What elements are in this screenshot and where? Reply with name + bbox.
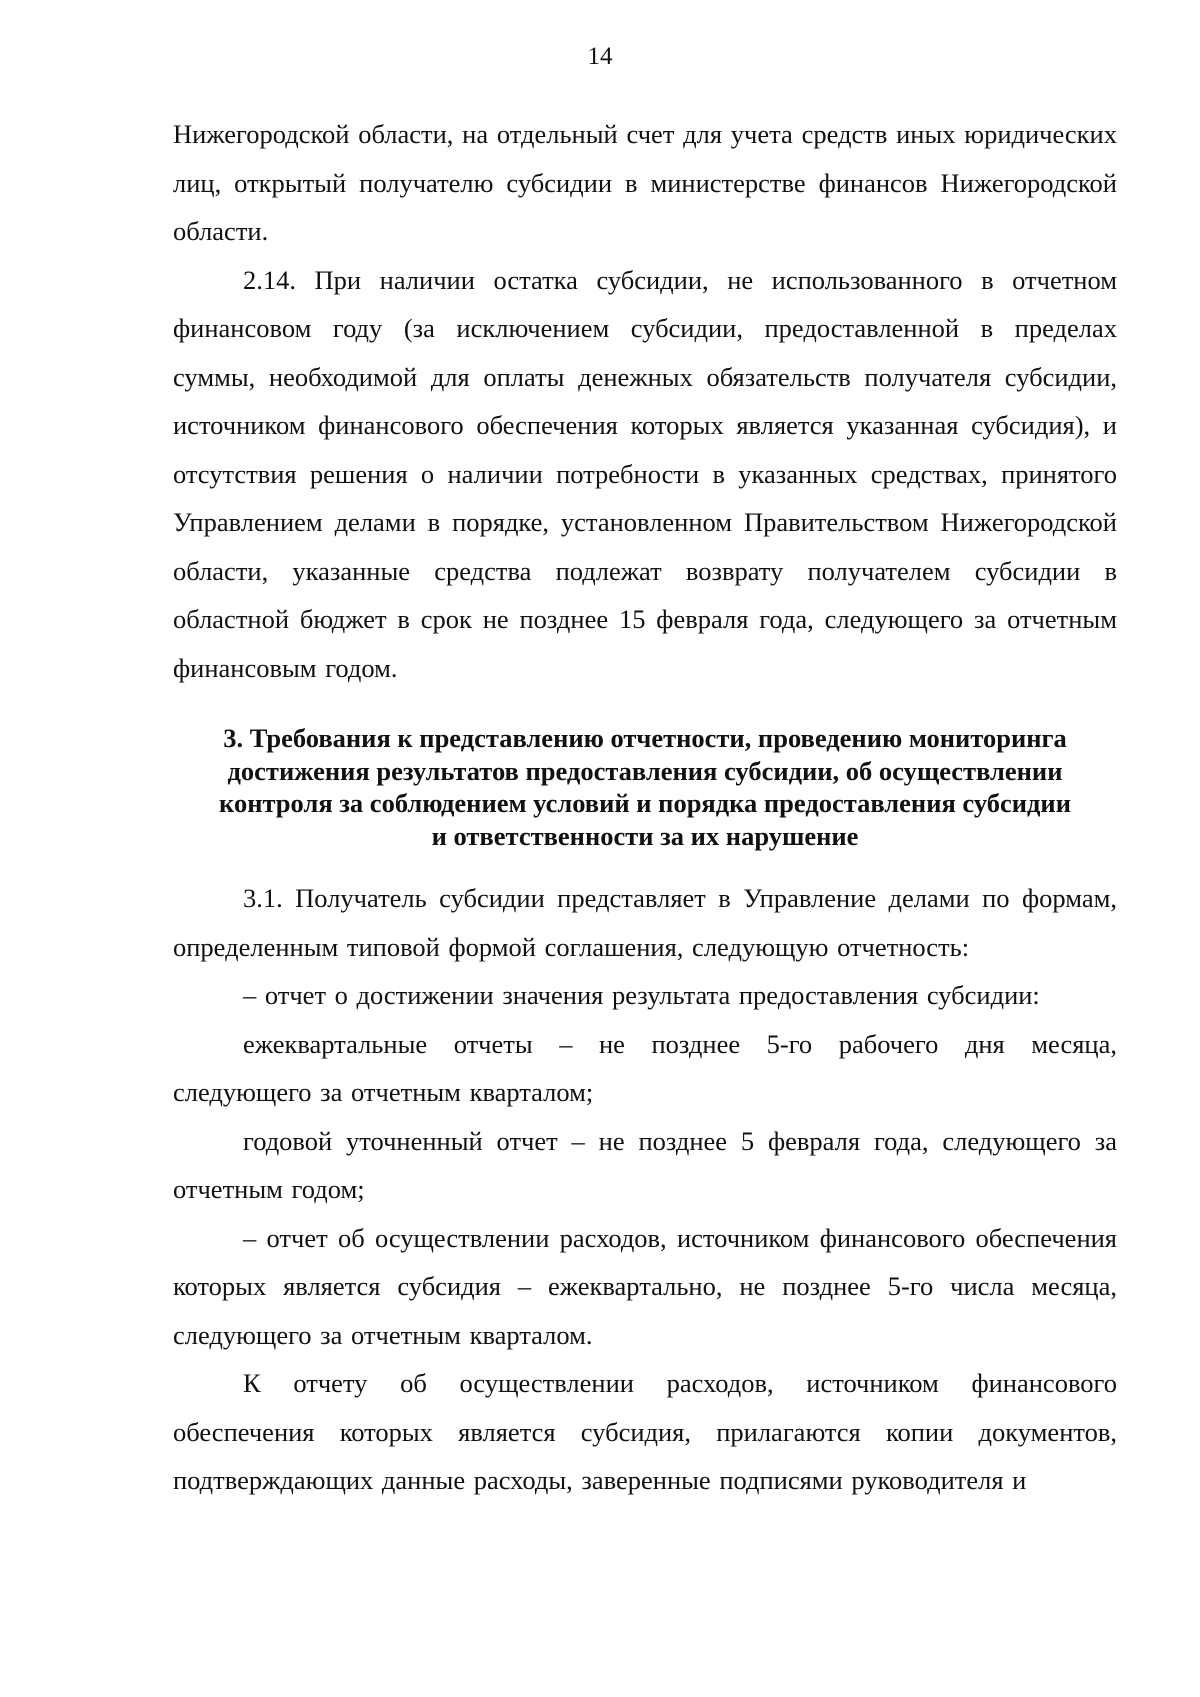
paragraph-annual-report: годовой уточненный отчет – не позднее 5 февраля года, следующего за отчетным годом; (173, 1125, 1117, 1204)
list-item-expense-report: – отчет об осуществлении расходов, источником финансового обеспечения которых является субсидия – ежеквартально, не позднее 5-го числа месяца, следующего за отчетным кварталом. (173, 1222, 1117, 1350)
paragraph-2-14: 2.14. При наличии остатка субсидии, не использованного в отчетном финансовом году (за исключением субсидии, предоставленной в пределах суммы, необходимой для оплаты денежных обязательств получателя субсидии, источником финансового обеспечения которых является указанная субсидия), и отсутствия решения о наличии потребности в указанных средствах, принятого Управлением делами в порядке, установленном Правительством Нижегородской области, указанные средства подлежат возврату получателем субсидии в областной бюджет в срок не позднее 15 февраля года, следующего за отчетным финансовым годом. (173, 264, 1117, 683)
paragraph-continuation: Нижегородской области, на отдельный счет для учета средств иных юридических лиц, открытый получателю субсидии в министерстве финансов Нижегородской области. (173, 119, 1117, 246)
document-body (173, 110, 1117, 1505)
section-heading-line: достижения результатов предоставления субсидии, об осуществлении (227, 755, 1063, 786)
paragraph-quarterly-reports: ежеквартальные отчеты – не позднее 5-го рабочего дня месяца, следующего за отчетным кварталом; (173, 1028, 1117, 1107)
paragraph-3-1: 3.1. Получатель субсидии представляет в Управление делами по формам, определенным типовой формой соглашения, следующую отчетность: (173, 883, 1117, 962)
page-number: 14 (587, 43, 613, 70)
paragraph-attachments: К отчету об осуществлении расходов, источником финансового обеспечения которых является субсидия, прилагаются копии документов, подтверждающих данные расходы, заверенные подписями руководителя и (173, 1368, 1117, 1495)
section-heading-line: и ответственности за их нарушение (431, 820, 859, 851)
section-heading-line: контроля за соблюдением условий и порядка предоставления субсидии (219, 788, 1071, 818)
section-heading (173, 722, 1117, 852)
list-item-result-report: – отчет о достижении значения результата предоставления субсидии: (243, 980, 1040, 1010)
section-heading-line: 3. Требования к представлению отчетности, проведению мониторинга (223, 723, 1067, 753)
